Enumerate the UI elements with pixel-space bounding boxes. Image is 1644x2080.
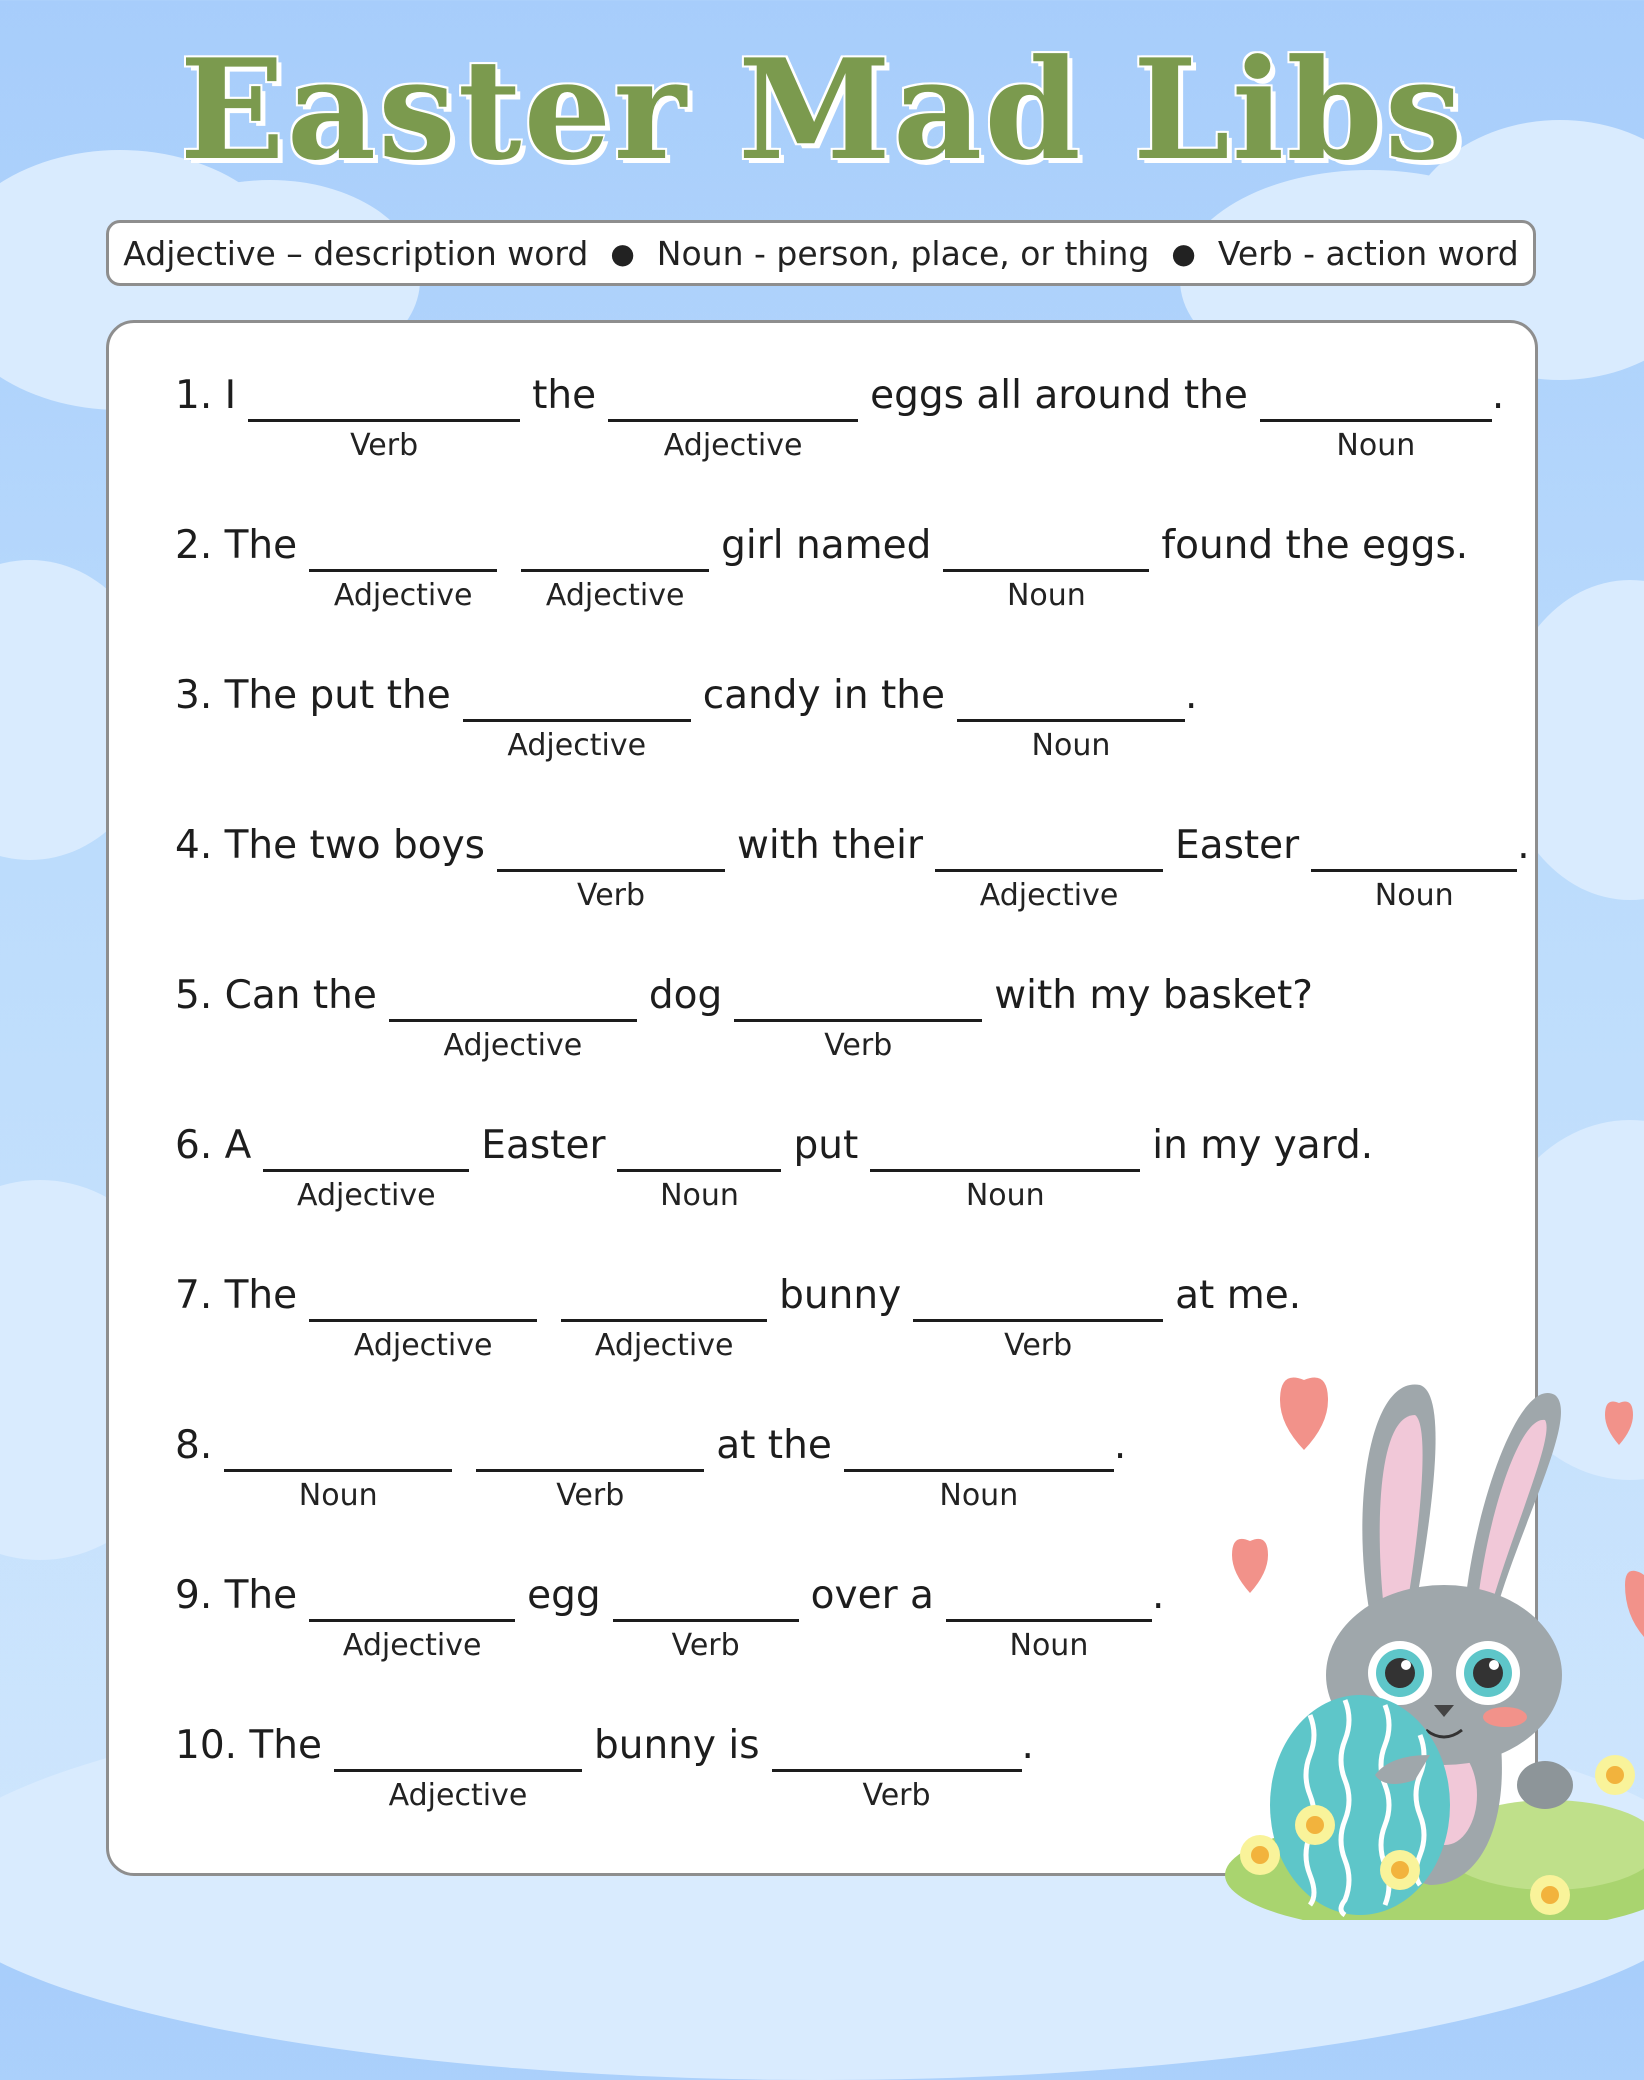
sentence-2 <box>175 519 1468 613</box>
sentence-9 <box>175 1569 1164 1663</box>
sentence-number: 5. Can the <box>175 973 377 1018</box>
sentence-text: at me. <box>1175 1273 1302 1318</box>
blank-adjective[interactable]: Adjective <box>309 1269 537 1363</box>
sentence-10 <box>175 1719 1034 1813</box>
heart-icon <box>1232 1539 1268 1593</box>
blank-adjective[interactable]: Adjective <box>334 1719 582 1813</box>
blank-noun[interactable]: Noun <box>1260 369 1492 463</box>
sentence-7 <box>175 1269 1301 1363</box>
heart-icon <box>1280 1378 1328 1451</box>
sentence-number: 8. <box>175 1423 213 1468</box>
easter-egg <box>1270 1695 1450 1915</box>
bunny-cheek <box>1483 1707 1527 1727</box>
blank-verb[interactable]: Verb <box>734 969 982 1063</box>
sentence-text: . <box>1021 1723 1034 1768</box>
blank-adjective[interactable]: Adjective <box>521 519 709 613</box>
sentence-text: . <box>1517 823 1530 868</box>
sentence-text: . <box>1184 673 1198 718</box>
sentence-number: 10. The <box>175 1723 322 1768</box>
blank-noun[interactable]: Noun <box>946 1569 1152 1663</box>
flower-icon <box>1295 1805 1335 1845</box>
sentence-text: put <box>793 1123 859 1168</box>
bunny-illustration <box>1220 1355 1644 1920</box>
sentence-6 <box>175 1119 1373 1213</box>
blank-adjective[interactable]: Adjective <box>561 1269 767 1363</box>
blank-noun[interactable]: Noun <box>957 669 1185 763</box>
flower-icon <box>1380 1850 1420 1890</box>
blank-noun[interactable]: Noun <box>870 1119 1140 1213</box>
blank-verb[interactable]: Verb <box>497 819 725 913</box>
legend-verb: Verb - action word <box>1217 233 1519 273</box>
flower-icon <box>1240 1835 1280 1875</box>
sentence-text: in my yard. <box>1152 1123 1374 1168</box>
sentence-number: 9. The <box>175 1573 298 1618</box>
heart-icon <box>1605 1402 1633 1446</box>
sentence-text: eggs all around the <box>870 373 1248 418</box>
blank-verb[interactable]: Verb <box>248 369 520 463</box>
blank-adjective[interactable]: Adjective <box>463 669 691 763</box>
blank-noun[interactable]: Noun <box>224 1419 452 1513</box>
sentence-5 <box>175 969 1313 1063</box>
sentence-text: . <box>1151 1573 1165 1618</box>
blank-adjective[interactable]: Adjective <box>309 519 497 613</box>
blank-noun[interactable]: Noun <box>1311 819 1517 913</box>
sentence-8 <box>175 1419 1126 1513</box>
blank-noun[interactable]: Noun <box>617 1119 781 1213</box>
page-title: Easter Mad Libs <box>179 28 1465 191</box>
sentence-3 <box>175 669 1197 763</box>
sentence-text: girl named <box>721 523 932 568</box>
sentence-text: with my basket? <box>994 973 1313 1018</box>
legend-adjective: Adjective – description word <box>123 233 589 273</box>
sentence-text: . <box>1491 373 1505 418</box>
bullet-icon: ● <box>1171 236 1196 270</box>
heart-icon <box>1625 1571 1644 1637</box>
sentence-text: found the eggs. <box>1161 523 1469 568</box>
sentence-text: the <box>532 373 597 418</box>
sentence-text: over a <box>810 1573 934 1618</box>
blank-adjective[interactable]: Adjective <box>309 1569 515 1663</box>
sentence-number: 3. The put the <box>175 673 451 718</box>
sentence-text: . <box>1113 1423 1127 1468</box>
sentence-text: dog <box>648 973 723 1018</box>
sentence-text: Easter <box>481 1123 606 1168</box>
bunny-tail <box>1517 1761 1573 1809</box>
flower-icon <box>1530 1875 1570 1915</box>
blank-verb[interactable]: Verb <box>476 1419 704 1513</box>
sentence-number: 7. The <box>175 1273 298 1318</box>
blank-adjective[interactable]: Adjective <box>389 969 637 1063</box>
sentence-number: 2. The <box>175 523 298 568</box>
sentence-number: 1. I <box>175 373 237 418</box>
sentence-4 <box>175 819 1530 913</box>
sentence-text: with their <box>737 823 924 868</box>
sentence-number: 6. A <box>175 1123 252 1168</box>
sentence-1 <box>175 369 1504 463</box>
blank-verb[interactable]: Verb <box>613 1569 799 1663</box>
sentence-text: bunny <box>779 1273 902 1318</box>
blank-verb[interactable]: Verb <box>772 1719 1022 1813</box>
blank-adjective[interactable]: Adjective <box>935 819 1163 913</box>
bullet-icon: ● <box>610 236 635 270</box>
sentence-number: 4. The two boys <box>175 823 486 868</box>
blank-adjective[interactable]: Adjective <box>263 1119 469 1213</box>
blank-noun[interactable]: Noun <box>844 1419 1114 1513</box>
blank-noun[interactable]: Noun <box>943 519 1149 613</box>
sentence-text: candy in the <box>702 673 945 718</box>
legend-noun: Noun - person, place, or thing <box>656 233 1150 273</box>
sentence-text: bunny is <box>593 1723 760 1768</box>
blank-verb[interactable]: Verb <box>913 1269 1163 1363</box>
flower-icon <box>1595 1755 1635 1795</box>
sentence-text: egg <box>527 1573 601 1618</box>
sentence-text: at the <box>716 1423 832 1468</box>
blank-adjective[interactable]: Adjective <box>608 369 858 463</box>
sentence-text: Easter <box>1175 823 1300 868</box>
parts-of-speech-legend <box>106 220 1536 286</box>
